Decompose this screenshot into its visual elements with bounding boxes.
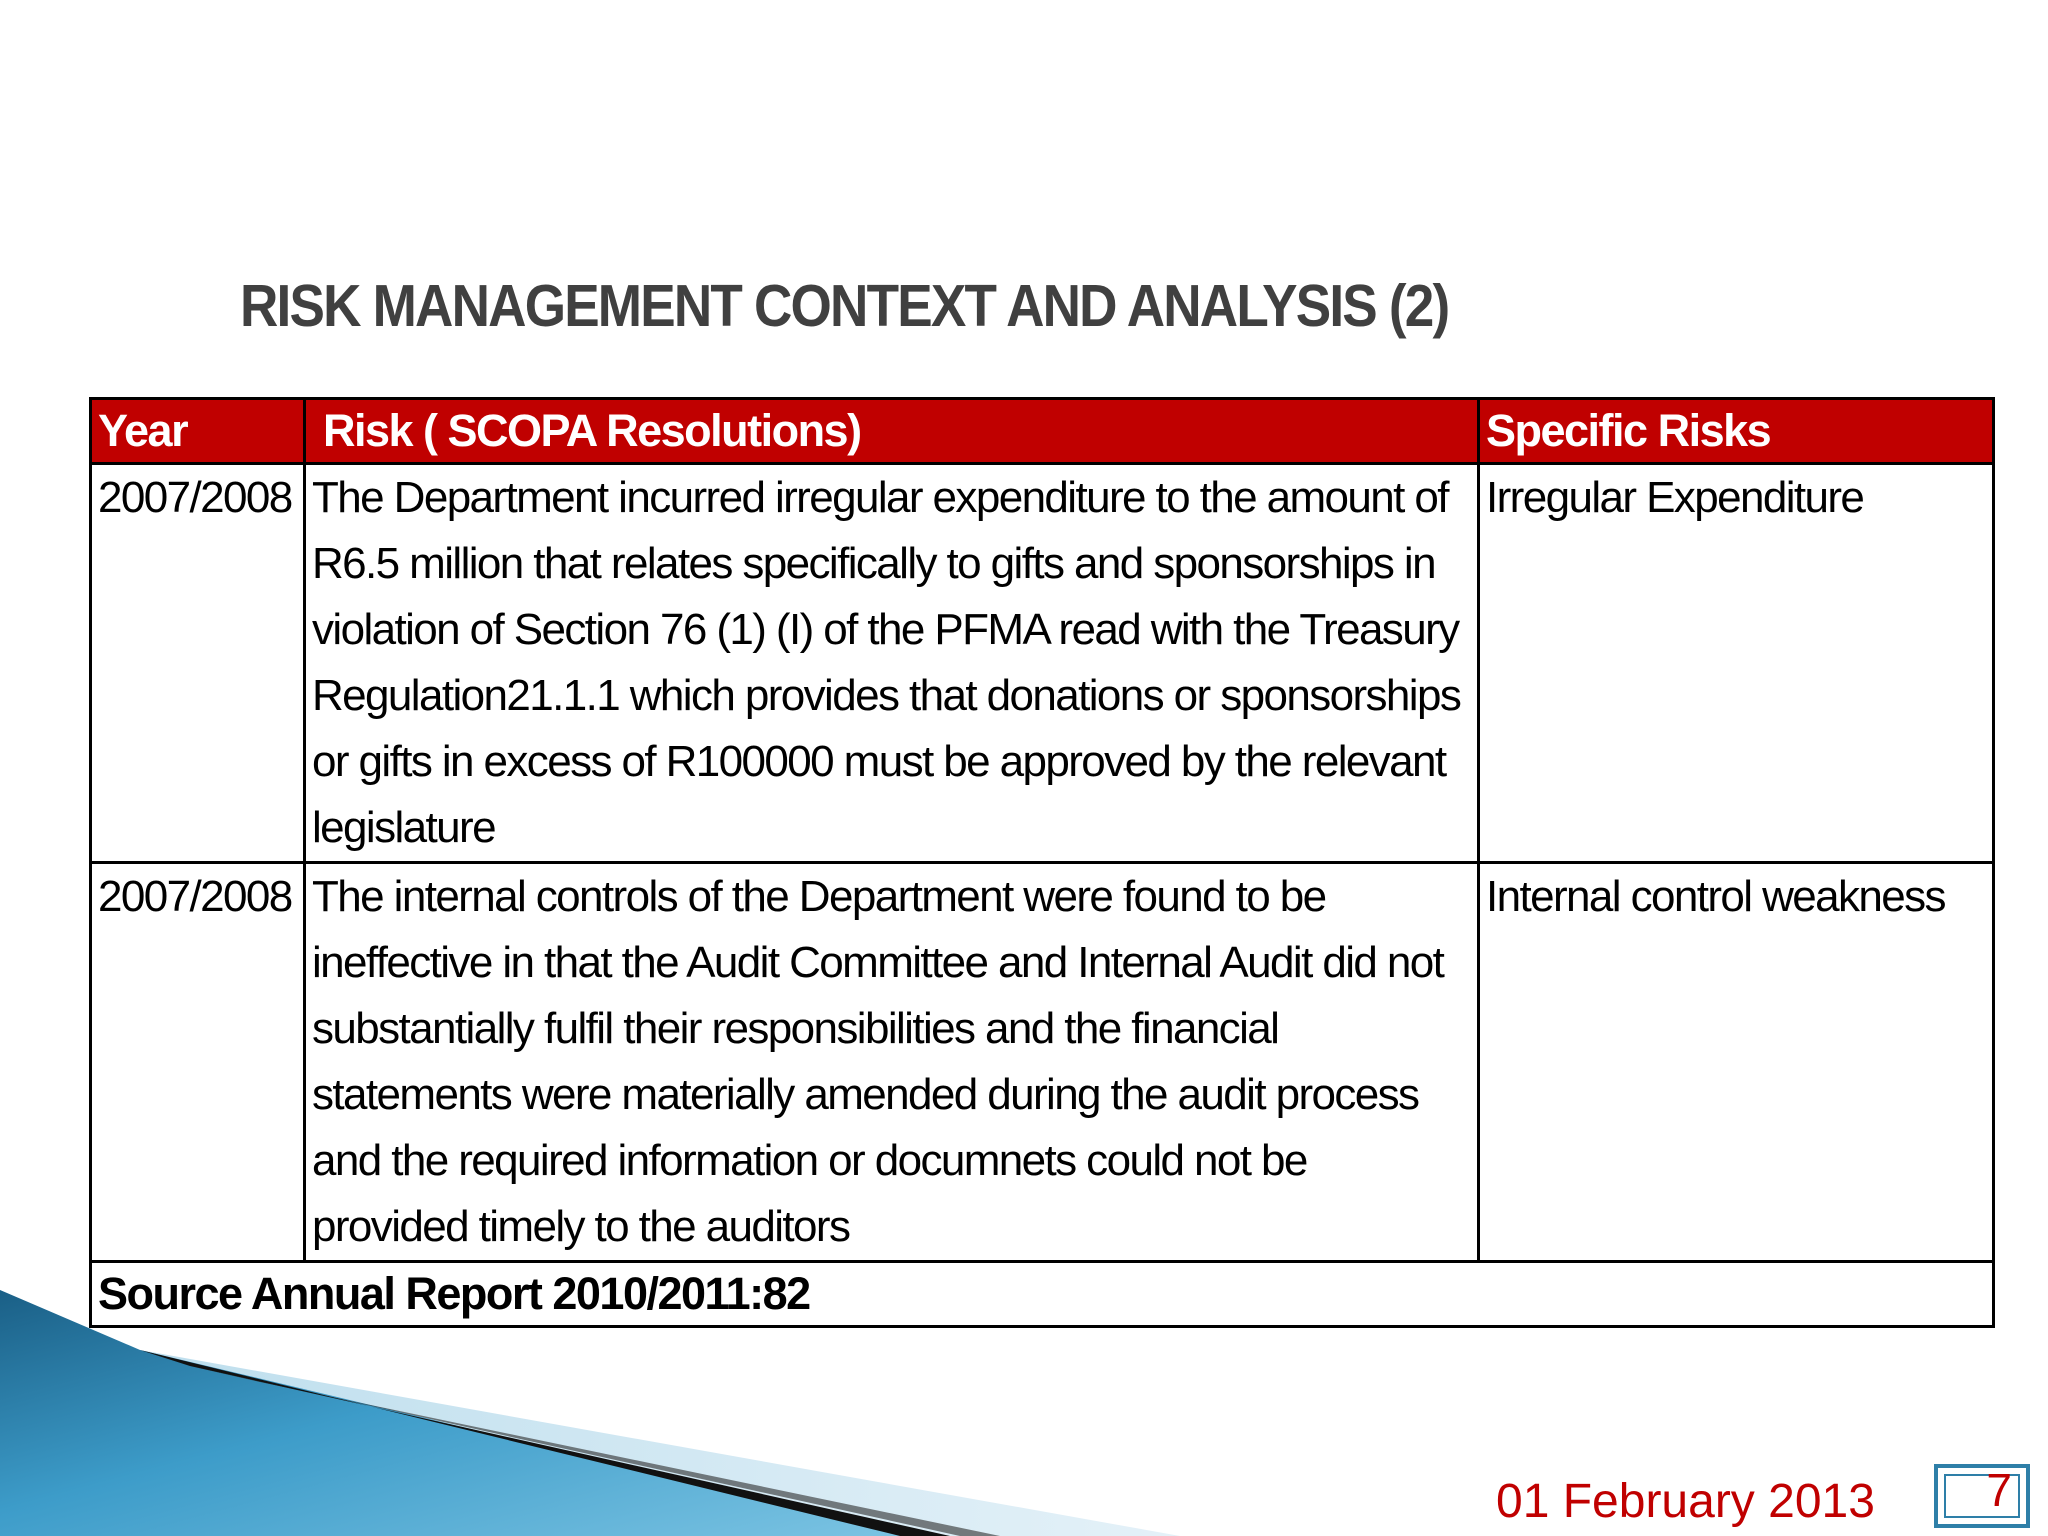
page-number-box bbox=[1934, 1464, 2030, 1528]
table-header-row bbox=[91, 399, 1994, 464]
header-specific-risks: Specific Risks bbox=[1479, 399, 1994, 464]
row-year: 2007/2008 bbox=[91, 464, 305, 863]
risk-table bbox=[89, 397, 1995, 1328]
footer-date: 01 February 2013 bbox=[1496, 1475, 1875, 1528]
page-number: 7 bbox=[1986, 1464, 2012, 1516]
row-risk-description: The internal controls of the Department were found to be ineffective in that the Audit Committee and Internal Audit did not substantially fulfil their responsibilities and the financial statements were materially amended during the audit process and the required information or documnets could not be provided timely to the auditors bbox=[305, 863, 1479, 1262]
row-specific-risk: Irregular Expenditure bbox=[1479, 464, 1994, 863]
row-risk-description: The Department incurred irregular expenditure to the amount of R6.5 million that relates specifically to gifts and sponsorships in violation of Section 76 (1) (I) of the PFMA read with the Treasury Regulation21.1.1 which provides that donations or sponsorships or gifts in excess of R100000 must be approved by the relevant legislature bbox=[305, 464, 1479, 863]
row-specific-risk: Internal control weakness bbox=[1479, 863, 1994, 1262]
slide-title: RISK MANAGEMENT CONTEXT AND ANALYSIS (2) bbox=[240, 273, 1449, 339]
header-year: Year bbox=[91, 399, 305, 464]
row-year: 2007/2008 bbox=[91, 863, 305, 1262]
table-row bbox=[91, 464, 1994, 863]
source-note: Source Annual Report 2010/2011:82 bbox=[91, 1262, 1994, 1327]
header-risk: Risk ( SCOPA Resolutions) bbox=[305, 399, 1479, 464]
table-row bbox=[91, 863, 1994, 1262]
